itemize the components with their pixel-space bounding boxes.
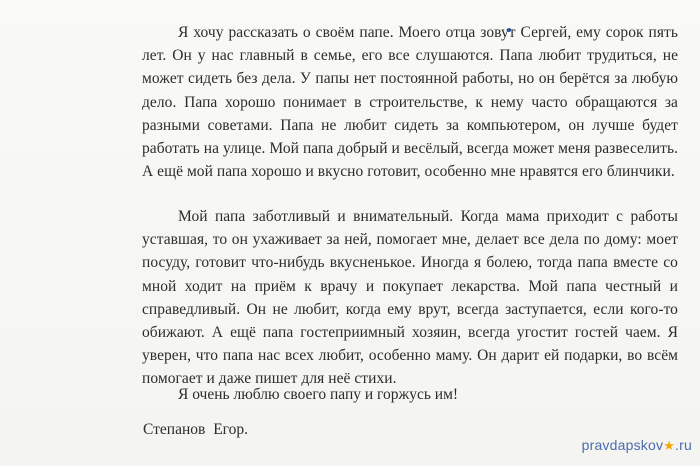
paragraph-2: Мой папа заботливый и внимательный. Когда мама приходит с работы уставшая, то он ухаживает за ней, помогает мне, делает все дела по дому: моет посуду, готовит что-нибудь вкусненькое. Иногда я болею, тогда папа вместе со мной ходит на приём к врачу и покупает лекарства. Мой папа честный и справедливый. Он не любит, когда ему врут, всегда заступается, если кого-то обижают. А ещё папа гостеприимный хозяин, всегда угостит гостей чаем. Я уверен, что папа нас всех любит, особенно маму. Он дарит ей подарки, во всём помогает и даже пишет для неё стихи. [142,208,678,388]
paragraph-1: Я хочу рассказать о своём папе. Моего отца зовут Сергей, ему сорок пять лет. Он у нас главный в семье, его все слушаются. Папа любит трудиться, не может сидеть без дела. У папы нет постоянной работы, но он берётся за любую дело. Папа хорошо понимает в строительстве, к нему часто обращаются за разными советами. Папа не любит сидеть за компьютером, он лучше будет работать на улице. Мой папа добрый и весёлый, всегда может меня развеселить. А ещё мой папа хорошо и вкусно готовит, особенно мне нравятся его блинчики. [142,24,678,181]
author-signature: Степанов Егор. [143,421,249,438]
watermark-prefix: pravdapskov [581,437,664,453]
star-icon: ★ [663,438,676,453]
paragraph-3: Я очень люблю своего папу и горжусь им! [178,386,459,403]
site-watermark [582,437,692,454]
watermark-suffix: .ru [675,437,692,453]
